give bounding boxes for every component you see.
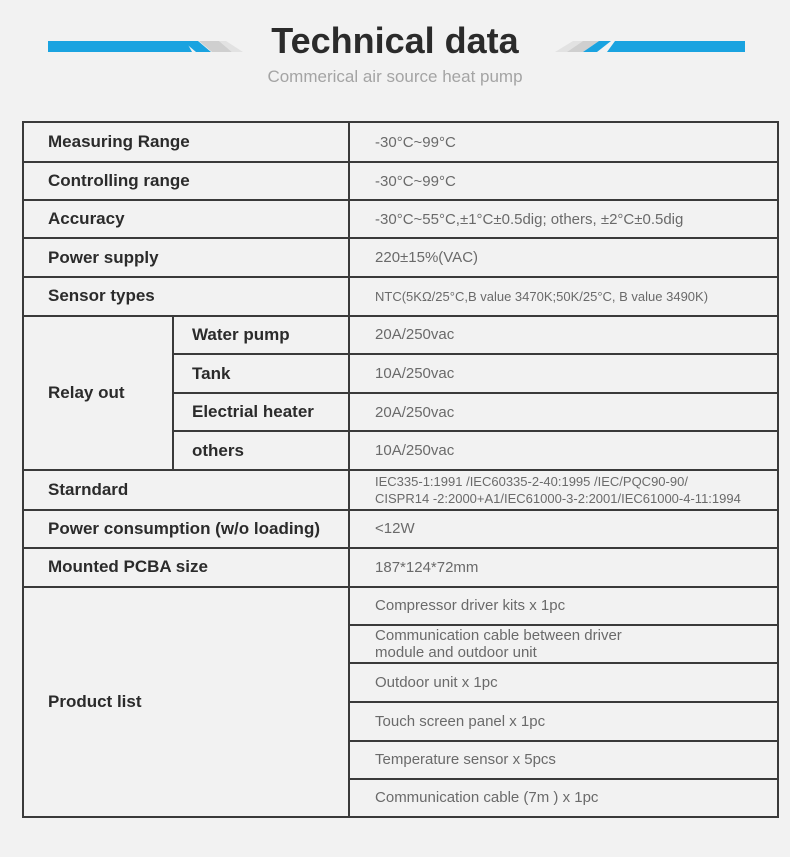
spec-label: Power supply: [23, 238, 349, 276]
right-stripe-decoration: [555, 38, 745, 56]
technical-data-table: [22, 121, 779, 818]
relay-item-label: Tank: [173, 354, 349, 393]
standard-label: Starndard: [23, 470, 349, 509]
table-row: [23, 200, 778, 238]
table-row: [23, 316, 778, 354]
relay-item-label: Water pump: [173, 316, 349, 354]
standard-line-2: CISPR14 -2:2000+A1/IEC61000-3-2:2001/IEC61000-4-11:1994: [375, 491, 741, 506]
standard-line-1: IEC335-1:1991 /IEC60335-2-40:1995 /IEC/PQC90-90/: [375, 474, 688, 489]
relay-item-label: Electrial heater: [173, 393, 349, 431]
relay-out-label: Relay out: [23, 316, 173, 471]
product-item: Touch screen panel x 1pc: [349, 702, 778, 740]
spec-value: NTC(5KΩ/25°C,B value 3470K;50K/25°C, B value 3490K): [349, 277, 778, 316]
pcba-size-label: Mounted PCBA size: [23, 548, 349, 587]
page-header: [0, 0, 790, 110]
table-row: [23, 122, 778, 162]
product-item-line-1: Communication cable between driver: [375, 627, 622, 645]
spec-value: -30°C~99°C: [349, 122, 778, 162]
product-item: Compressor driver kits x 1pc: [349, 587, 778, 625]
product-item-line-2: module and outdoor unit: [375, 644, 537, 662]
relay-item-value: 10A/250vac: [349, 431, 778, 470]
spec-value: -30°C~55°C,±1°C±0.5dig; others, ±2°C±0.5dig: [349, 200, 778, 238]
product-item: [349, 625, 778, 663]
product-list-label: Product list: [23, 587, 349, 817]
table-row: [23, 510, 778, 548]
standard-value: [349, 470, 778, 509]
relay-item-value: 20A/250vac: [349, 316, 778, 354]
spec-label: Controlling range: [23, 162, 349, 200]
spec-label: Measuring Range: [23, 122, 349, 162]
relay-item-label: others: [173, 431, 349, 470]
relay-item-value: 20A/250vac: [349, 393, 778, 431]
table-row: [23, 162, 778, 200]
table-row: [23, 238, 778, 276]
product-item: Temperature sensor x 5pcs: [349, 741, 778, 779]
page-subtitle: Commerical air source heat pump: [267, 67, 523, 86]
product-item: Communication cable (7m ) x 1pc: [349, 779, 778, 817]
power-consumption-label: Power consumption (w/o loading): [23, 510, 349, 548]
spec-value: -30°C~99°C: [349, 162, 778, 200]
product-item: Outdoor unit x 1pc: [349, 663, 778, 702]
spec-label: Accuracy: [23, 200, 349, 238]
page-title: Technical data: [271, 20, 519, 61]
table-row: [23, 277, 778, 316]
pcba-size-value: 187*124*72mm: [349, 548, 778, 587]
table-row: [23, 587, 778, 625]
relay-item-value: 10A/250vac: [349, 354, 778, 393]
spec-label: Sensor types: [23, 277, 349, 316]
spec-value: 220±15%(VAC): [349, 238, 778, 276]
table-row: [23, 548, 778, 587]
table-row: [23, 470, 778, 509]
power-consumption-value: <12W: [349, 510, 778, 548]
